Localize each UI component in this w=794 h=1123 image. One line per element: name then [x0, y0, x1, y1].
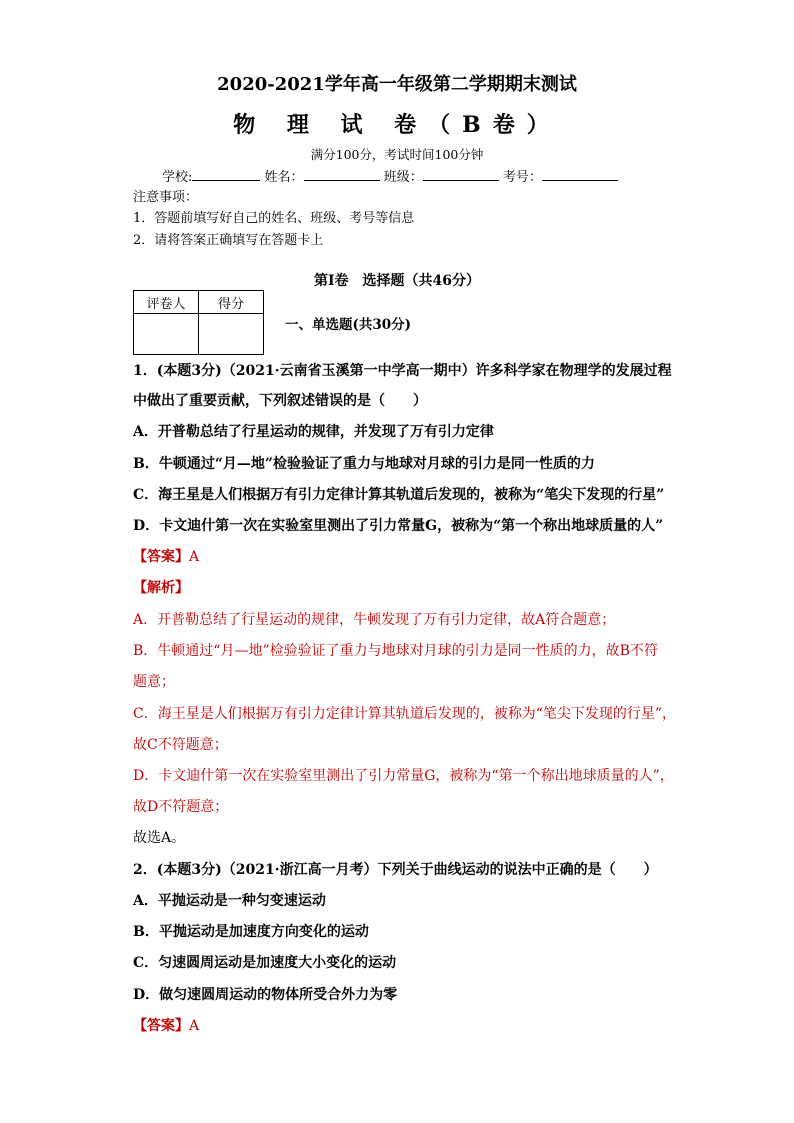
- score-cell: [199, 314, 264, 355]
- score-table: [133, 290, 264, 355]
- exam-meta: 满分100分，考试时间100分钟: [310, 147, 484, 162]
- note-item: 2．请将答案正确填写在答题卡上: [133, 233, 324, 248]
- question-2-option-a: A．平抛运动是一种匀变速运动: [133, 893, 326, 909]
- question-1-answer: [133, 546, 199, 566]
- school-label: 学校:: [162, 170, 193, 185]
- analysis-line: A．开普勒总结了行星运动的规律，牛顿发现了万有引力定律，故A符合题意；: [133, 612, 616, 628]
- score-header: 得分: [199, 291, 264, 314]
- question-1-stem: 1．(本题3分)（2021·云南省玉溪第一中学高一期中）许多科学家在物理学的发展过程: [133, 363, 672, 379]
- analysis-line: B．牛顿通过“月—地”检验验证了重力与地球对月球的引力是同一性质的力，故B不符: [133, 643, 658, 659]
- answer-tag: 【答案】: [133, 1018, 189, 1034]
- exam-no-label: 考号：: [502, 170, 542, 185]
- answer-tag: 【答案】: [133, 549, 189, 565]
- analysis-tag: 【解析】: [133, 580, 189, 596]
- name-blank[interactable]: [304, 166, 380, 181]
- class-label: 班级：: [383, 170, 423, 185]
- name-label: 姓名：: [264, 170, 304, 185]
- question-1-option-d: D．卡文迪什第一次在实验室里测出了引力常量G，被称为“第一个称出地球质量的人”: [133, 518, 664, 534]
- paper-subtitle: 物 理 试 卷（B卷）: [233, 112, 561, 138]
- analysis-line: 故D不符题意；: [133, 799, 229, 815]
- grader-header: 评卷人: [134, 291, 199, 314]
- question-2-answer: [133, 1015, 199, 1035]
- question-1-option-b: B．牛顿通过“月—地”检验验证了重力与地球对月球的引力是同一性质的力: [133, 456, 595, 472]
- exam-no-blank[interactable]: [542, 166, 618, 181]
- answer-value: A: [189, 549, 200, 565]
- class-blank[interactable]: [423, 166, 499, 181]
- question-1-analysis-tag: [133, 577, 189, 597]
- student-info-fields: [162, 166, 618, 185]
- question-2-option-d: D．做匀速圆周运动的物体所受合外力为零: [133, 987, 398, 1003]
- grader-cell: [134, 314, 199, 355]
- question-2-stem: 2．(本题3分)（2021·浙江高一月考）下列关于曲线运动的说法中正确的是（ ）: [133, 862, 658, 878]
- question-2-option-b: B．平抛运动是加速度方向变化的运动: [133, 924, 369, 940]
- question-1-stem: 中做出了重要贡献，下列叙述错误的是（ ）: [133, 393, 427, 409]
- question-2-option-c: C．匀速圆周运动是加速度大小变化的运动: [133, 955, 397, 971]
- section-title: 第I卷 选择题（共46分）: [313, 273, 481, 289]
- note-item: 1．答题前填写好自己的姓名、班级、考号等信息: [133, 211, 415, 226]
- analysis-line: C．海王星是人们根据万有引力定律计算其轨道后发现的，被称为“笔尖下发现的行星”，: [133, 706, 677, 722]
- school-blank[interactable]: [192, 166, 260, 181]
- analysis-line: 故C不符题意；: [133, 737, 228, 753]
- analysis-line: 题意；: [133, 674, 175, 690]
- subsection-title: 一、单选题(共30分): [285, 317, 412, 333]
- question-1-option-c: C．海王星是人们根据万有引力定律计算其轨道后发现的，被称为“笔尖下发现的行星”: [133, 487, 665, 503]
- answer-value: A: [189, 1018, 200, 1034]
- question-1-option-a: A．开普勒总结了行星运动的规律，并发现了万有引力定律: [133, 424, 494, 440]
- notes-heading: 注意事项：: [133, 190, 199, 205]
- exam-title: 2020-2021学年高一年级第二学期期末测试: [217, 74, 577, 95]
- question-1-conclusion: 故选A。: [133, 830, 186, 846]
- analysis-line: D．卡文迪什第一次在实验室里测出了引力常量G，被称为“第一个称出地球质量的人”，: [133, 768, 674, 784]
